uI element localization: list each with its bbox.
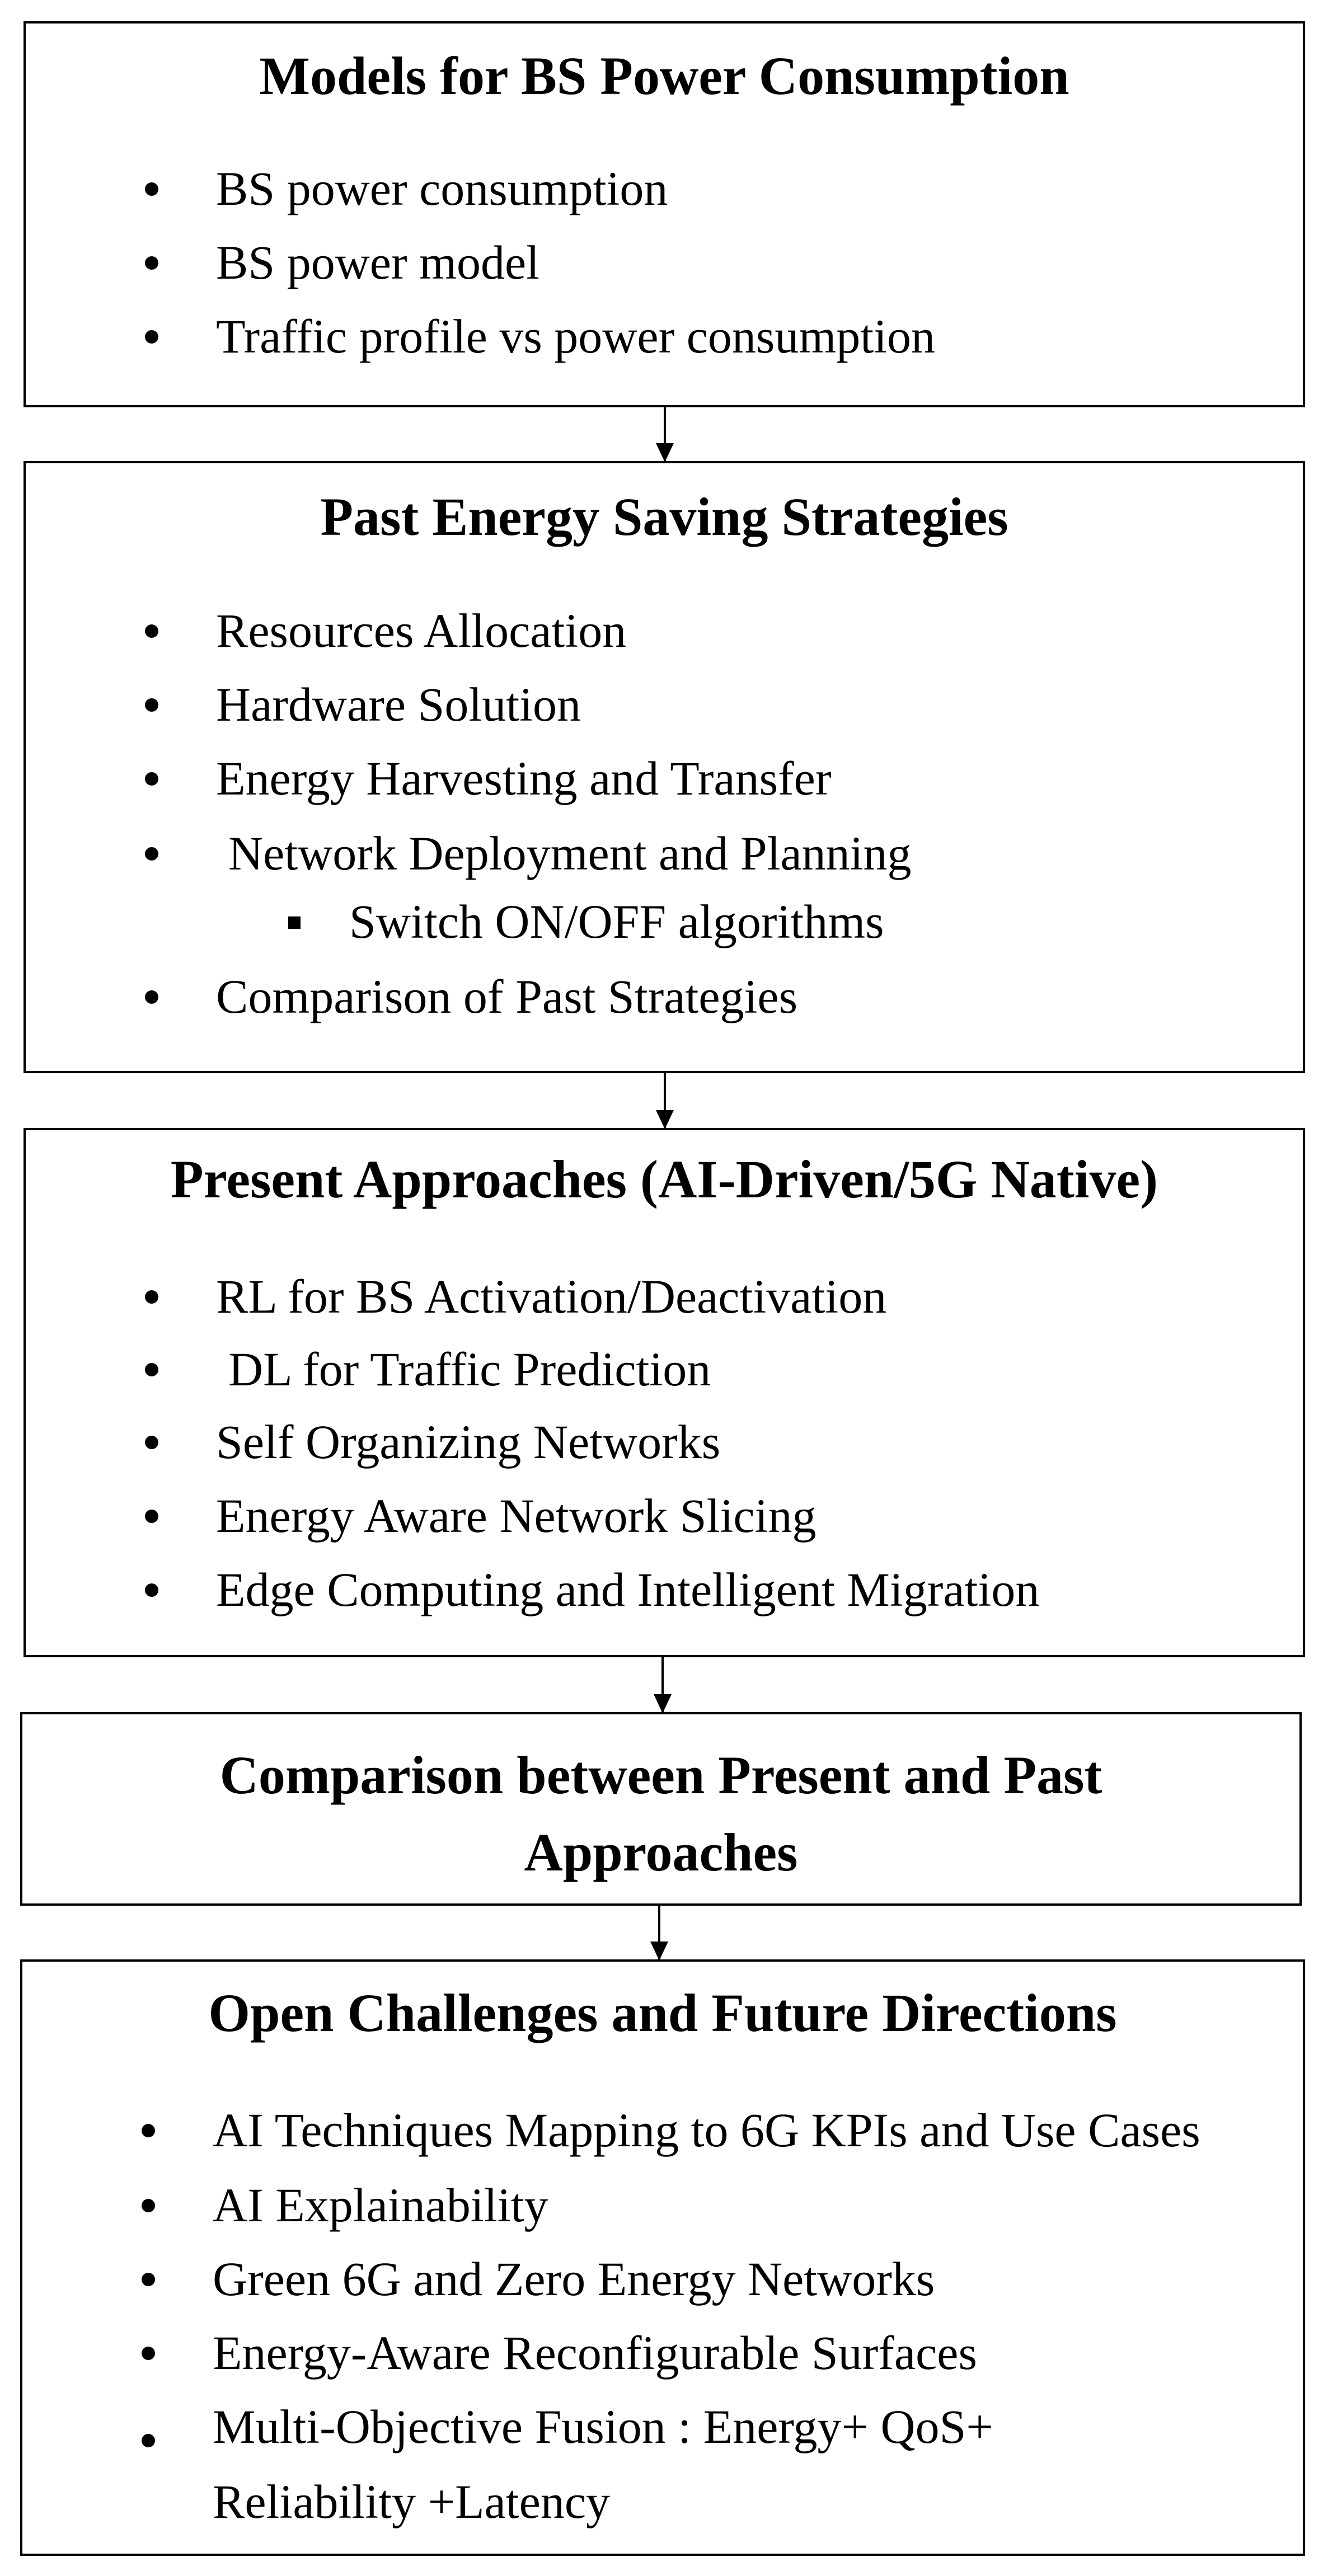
bullet-icon: [135, 1492, 168, 1540]
bullet-icon: [135, 238, 168, 286]
bullet-icon: [135, 1566, 168, 1614]
list-item-text: DL for Traffic Prediction: [228, 1342, 711, 1396]
bullet-icon: [132, 2255, 165, 2303]
list-item-text: Green 6G and Zero Energy Networks: [213, 2252, 935, 2306]
list-item-text: Traffic profile vs power consumption: [216, 309, 936, 363]
list-item-text: AI Explainability: [213, 2178, 548, 2232]
box-open-challenges: [20, 1959, 1305, 2556]
list-item-text: RL for BS Activation/Deactivation: [216, 1270, 887, 1323]
box-bs-power-models: [24, 21, 1305, 407]
list-item-text: Energy-Aware Reconfigurable Surfaces: [213, 2326, 977, 2380]
list-item-text: Comparison of Past Strategies: [216, 970, 798, 1023]
list-item-text: BS power model: [216, 236, 540, 289]
bullet-icon: [135, 607, 168, 655]
box-past-strategies: [24, 461, 1305, 1073]
box-present-approaches: [24, 1128, 1305, 1657]
bullet-icon: [135, 754, 168, 802]
bullet-icon: [135, 972, 168, 1021]
bullet-icon: [132, 2403, 165, 2478]
bullet-icon: [132, 2106, 165, 2154]
box-title: Present Approaches (AI-Driven/5G Native): [170, 1149, 1158, 1209]
box-title: Comparison between Present and Past Approaches: [219, 1745, 1102, 1882]
list-item-text: Network Deployment and Planning: [228, 826, 912, 880]
list-item-text: Energy Harvesting and Transfer: [216, 751, 832, 805]
list-item-text: Multi-Objective Fusion : Energy+ QoS+ Reliability +Latency: [213, 2400, 993, 2528]
box-title: Past Energy Saving Strategies: [320, 487, 1008, 547]
bullet-icon: [135, 312, 168, 360]
box-comparison: [20, 1712, 1302, 1906]
down-arrow-icon: [661, 1657, 664, 1712]
bullet-icon: [135, 164, 168, 213]
list-item-text: Edge Computing and Intelligent Migration: [216, 1563, 1040, 1616]
bullet-icon: [135, 680, 168, 728]
bullet-icon: [132, 2329, 165, 2377]
sub-list-item-text: Switch ON/OFF algorithms: [349, 895, 884, 948]
bullet-icon: [135, 1345, 168, 1393]
down-arrow-icon: [658, 1906, 660, 1959]
list-item-text: Energy Aware Network Slicing: [216, 1489, 816, 1543]
list-item-text: BS power consumption: [216, 162, 668, 215]
box-title: Open Challenges and Future Directions: [208, 1983, 1117, 2043]
list-item-text: Resources Allocation: [216, 604, 627, 657]
bullet-icon: [132, 2181, 165, 2229]
list-item-text: AI Techniques Mapping to 6G KPIs and Use Cases: [213, 2103, 1200, 2157]
bullet-icon: [135, 1418, 168, 1466]
list-item-text: Self Organizing Networks: [216, 1415, 721, 1469]
list-item-text: Hardware Solution: [216, 678, 581, 731]
down-arrow-icon: [664, 407, 666, 461]
square-bullet-icon: [278, 897, 311, 946]
bullet-icon: [135, 829, 168, 877]
box-title: Models for BS Power Consumption: [259, 46, 1069, 106]
down-arrow-icon: [664, 1073, 666, 1128]
bullet-icon: [135, 1272, 168, 1320]
